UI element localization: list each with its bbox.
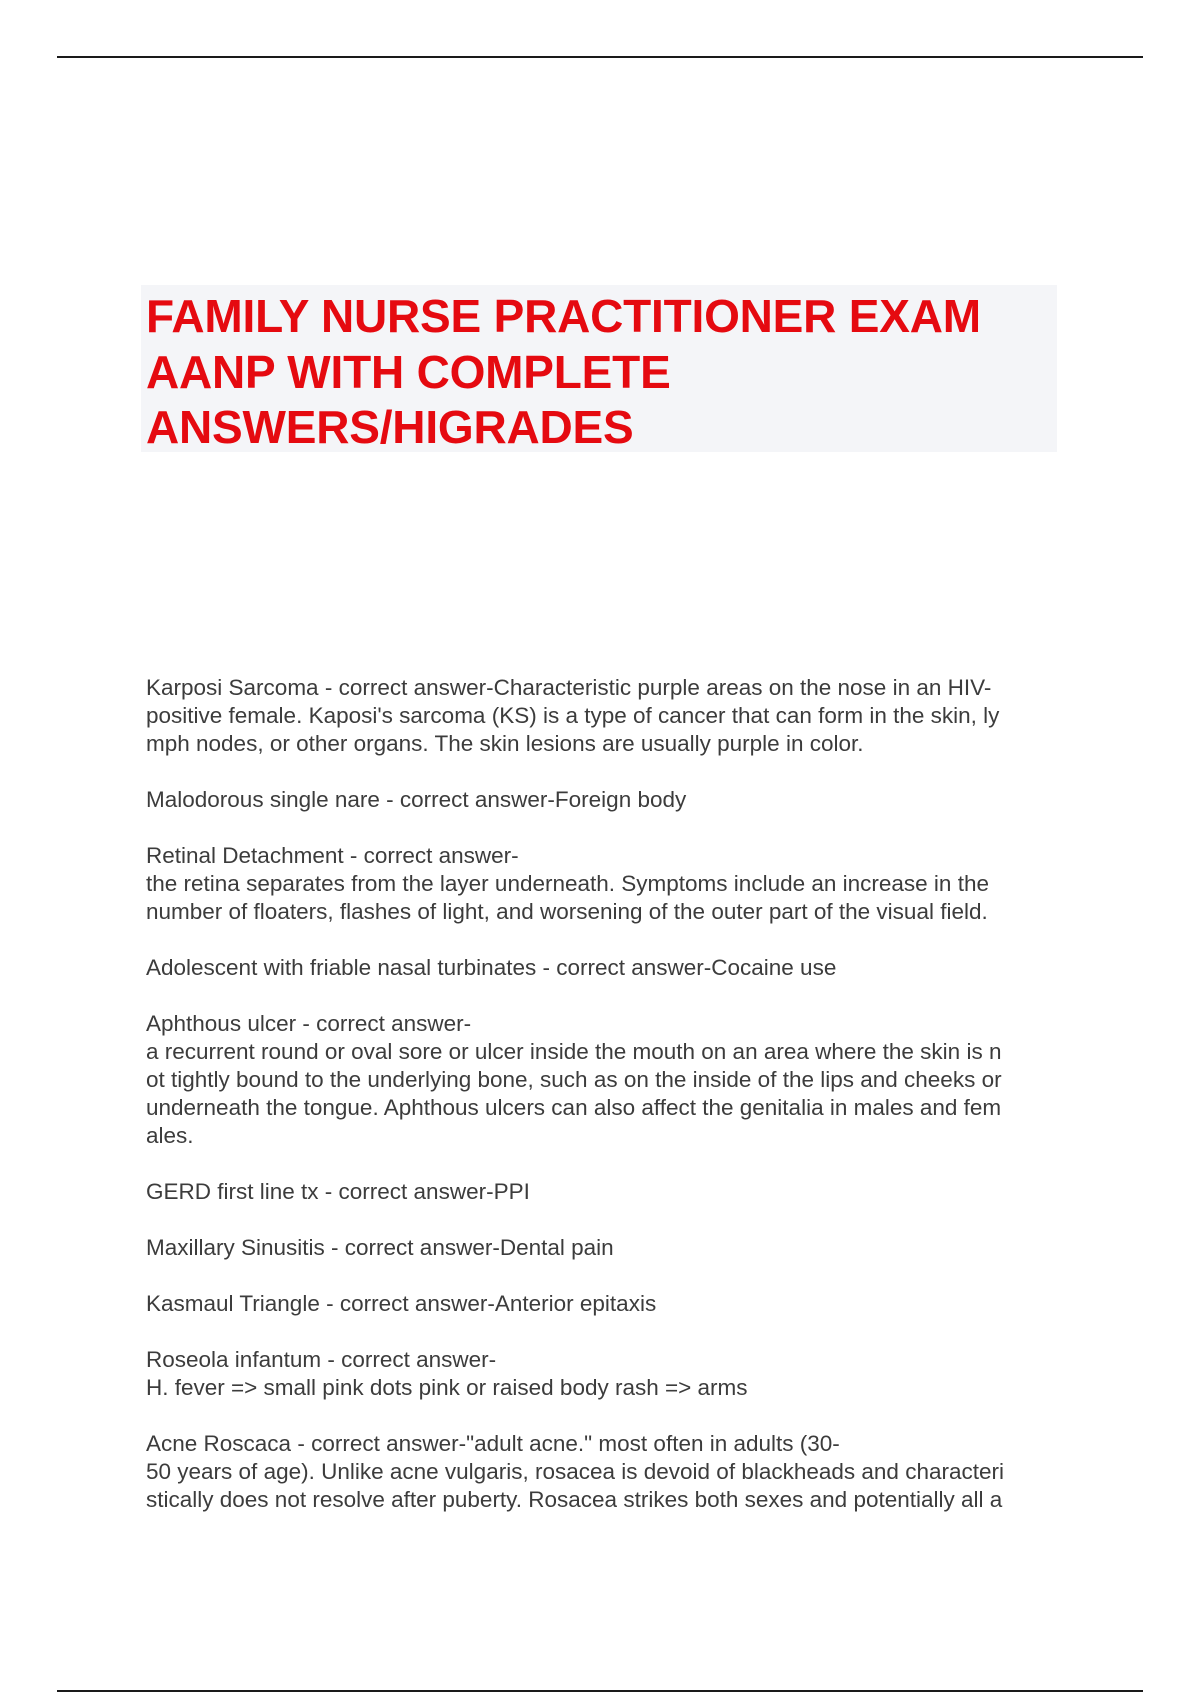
qa-line: stically does not resolve after puberty. Rosacea strikes both sexes and potentially all a: [146, 1487, 1003, 1512]
document-title: [141, 285, 1057, 452]
qa-item: [146, 1010, 1066, 1150]
qa-line: Malodorous single nare - correct answer-Foreign body: [146, 787, 687, 812]
qa-line: ales.: [146, 1123, 194, 1148]
qa-line: Acne Roscaca - correct answer-"adult acne." most often in adults (30-: [146, 1431, 840, 1456]
qa-item: [146, 786, 1066, 814]
qa-line: positive female. Kaposi's sarcoma (KS) is a type of cancer that can form in the skin, ly: [146, 703, 1000, 728]
title-line-1: FAMILY NURSE PRACTITIONER EXAM: [146, 290, 981, 342]
qa-item: [146, 842, 1066, 926]
bottom-rule: [57, 1690, 1143, 1692]
qa-list: [146, 674, 1066, 1542]
qa-item: [146, 674, 1066, 758]
qa-line: the retina separates from the layer underneath. Symptoms include an increase in the: [146, 871, 989, 896]
qa-item: [146, 1290, 1066, 1318]
top-rule: [57, 56, 1143, 58]
qa-line: 50 years of age). Unlike acne vulgaris, rosacea is devoid of blackheads and characteri: [146, 1459, 1004, 1484]
qa-line: number of floaters, flashes of light, and worsening of the outer part of the visual field.: [146, 899, 988, 924]
qa-line: H. fever => small pink dots pink or raised body rash => arms: [146, 1375, 748, 1400]
qa-line: mph nodes, or other organs. The skin lesions are usually purple in color.: [146, 731, 864, 756]
title-line-3: ANSWERS/HIGRADES: [146, 401, 634, 453]
qa-line: Maxillary Sinusitis - correct answer-Dental pain: [146, 1235, 614, 1260]
qa-item: [146, 1234, 1066, 1262]
title-line-2: AANP WITH COMPLETE: [146, 345, 671, 398]
qa-line: GERD first line tx - correct answer-PPI: [146, 1179, 530, 1204]
qa-item: [146, 1430, 1066, 1514]
qa-item: [146, 1346, 1066, 1402]
qa-line: Roseola infantum - correct answer-: [146, 1347, 497, 1372]
qa-item: [146, 954, 1066, 982]
qa-line: Aphthous ulcer - correct answer-: [146, 1011, 472, 1036]
qa-line: Kasmaul Triangle - correct answer-Anterior epitaxis: [146, 1291, 657, 1316]
qa-line: underneath the tongue. Aphthous ulcers can also affect the genitalia in males and fem: [146, 1095, 1002, 1120]
qa-line: a recurrent round or oval sore or ulcer inside the mouth on an area where the skin is n: [146, 1039, 1002, 1064]
qa-line: ot tightly bound to the underlying bone, such as on the inside of the lips and cheeks or: [146, 1067, 1002, 1092]
qa-line: Karposi Sarcoma - correct answer-Characteristic purple areas on the nose in an HIV-: [146, 675, 992, 700]
qa-item: [146, 1178, 1066, 1206]
qa-line: Retinal Detachment - correct answer-: [146, 843, 519, 868]
qa-line: Adolescent with friable nasal turbinates - correct answer-Cocaine use: [146, 955, 837, 980]
